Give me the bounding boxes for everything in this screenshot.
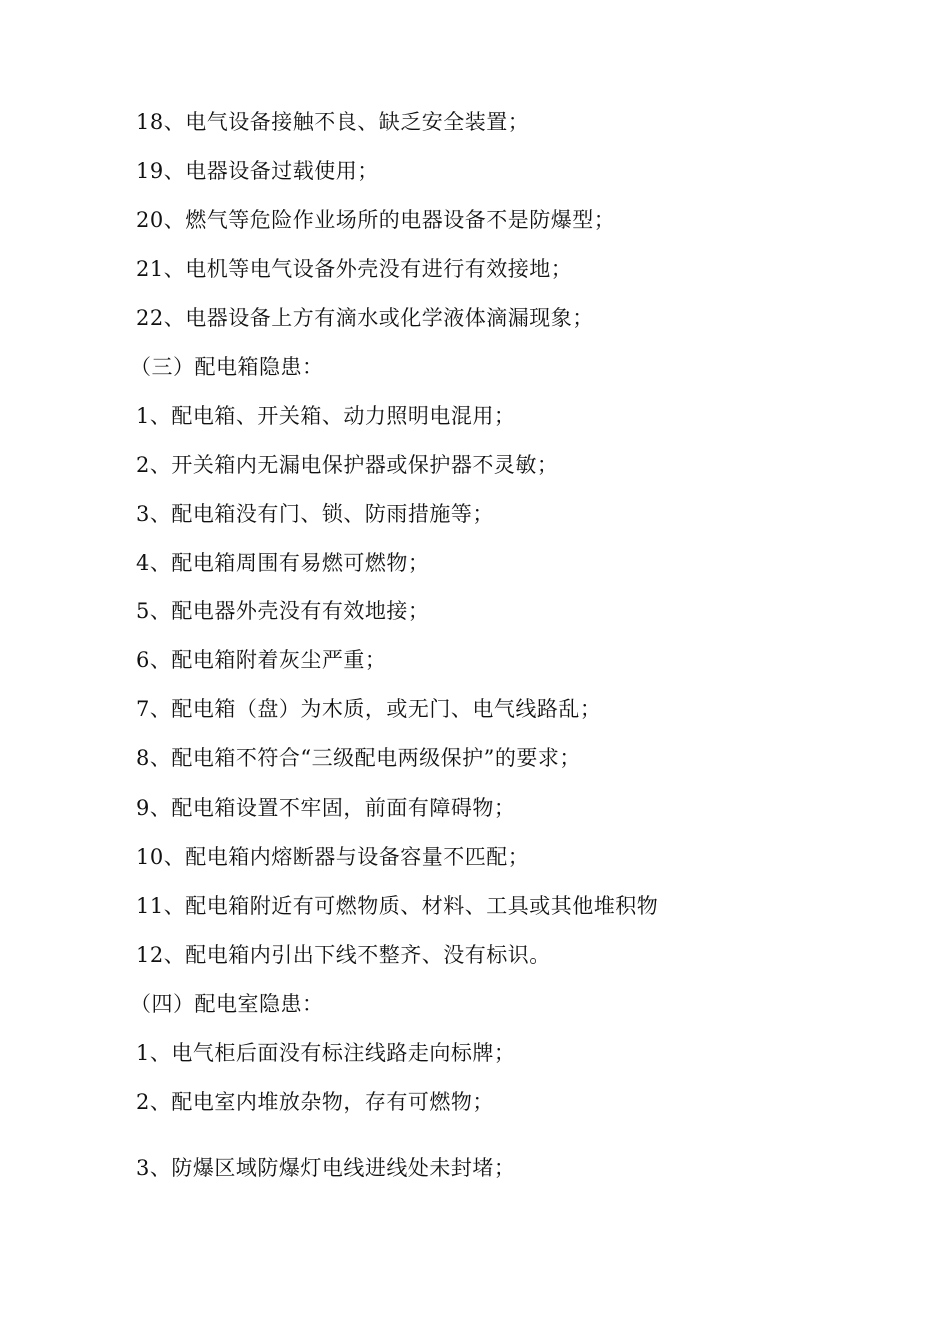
list-item: 11、配电箱附近有可燃物质、材料、工具或其他堆积物 bbox=[136, 894, 659, 918]
list-item: 1、配电箱、开关箱、动力照明电混用； bbox=[136, 404, 516, 428]
list-item: 5、配电器外壳没有有效地接； bbox=[136, 599, 430, 623]
section-heading: （三）配电箱隐患： bbox=[130, 355, 324, 379]
list-item: 2、开关箱内无漏电保护器或保护器不灵敏； bbox=[136, 453, 559, 477]
list-item: 2、配电室内堆放杂物，存有可燃物； bbox=[136, 1090, 494, 1114]
list-item: 4、配电箱周围有易燃可燃物； bbox=[136, 551, 430, 575]
list-item: 3、防爆区域防爆灯电线进线处未封堵； bbox=[136, 1156, 516, 1180]
section-heading: （四）配电室隐患： bbox=[130, 992, 324, 1016]
list-item: 3、配电箱没有门、锁、防雨措施等； bbox=[136, 502, 494, 526]
list-item: 8、配电箱不符合“三级配电两级保护”的要求； bbox=[136, 746, 581, 770]
list-item: 20、燃气等危险作业场所的电器设备不是防爆型； bbox=[136, 208, 616, 232]
list-item: 1、电气柜后面没有标注线路走向标牌； bbox=[136, 1041, 516, 1065]
list-item: 10、配电箱内熔断器与设备容量不匹配； bbox=[136, 845, 530, 869]
list-item: 9、配电箱设置不牢固，前面有障碍物； bbox=[136, 796, 516, 820]
list-item: 22、电器设备上方有滴水或化学液体滴漏现象； bbox=[136, 306, 594, 330]
list-item: 7、配电箱（盘）为木质，或无门、电气线路乱； bbox=[136, 697, 602, 721]
list-item: 19、电器设备过载使用； bbox=[136, 159, 379, 183]
list-item: 6、配电箱附着灰尘严重； bbox=[136, 648, 387, 672]
list-item: 18、电气设备接触不良、缺乏安全装置； bbox=[136, 110, 530, 134]
list-item: 12、配电箱内引出下线不整齐、没有标识。 bbox=[136, 943, 551, 967]
list-item: 21、电机等电气设备外壳没有进行有效接地； bbox=[136, 257, 573, 281]
